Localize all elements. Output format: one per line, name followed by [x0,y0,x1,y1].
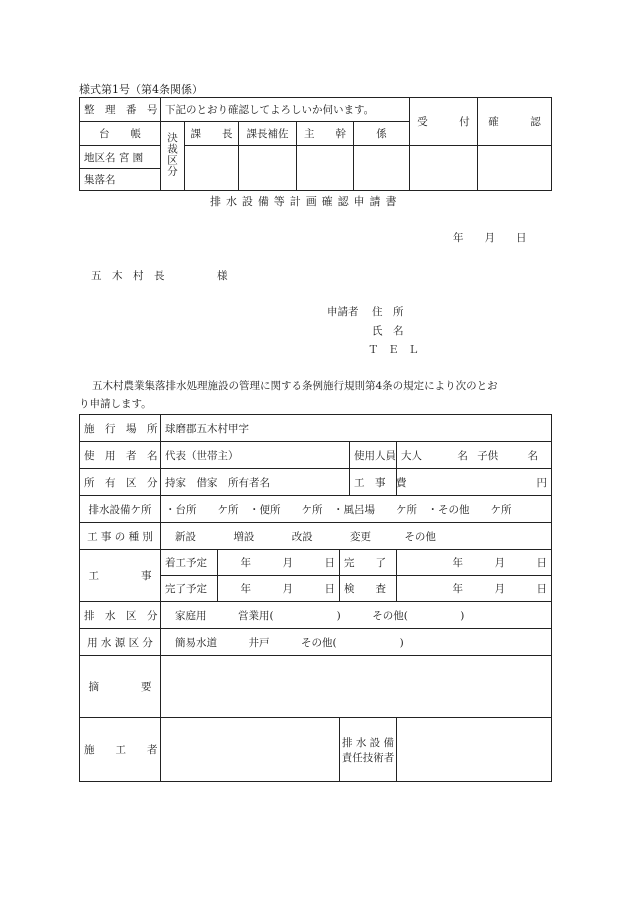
kakari-label: 係 [354,122,410,146]
addressee: 五 木 村 長 様 [91,270,228,282]
shukan-label: 主 幹 [297,122,354,146]
tech-label-line2: 責任技術者 [341,751,395,764]
owner-value[interactable]: 持家 借家 所有者名 [161,469,350,496]
type-value[interactable] [161,523,552,550]
kanryo-date[interactable]: 年 月 日 [397,550,552,576]
summary-label: 摘 要 [80,656,161,718]
kensa-date[interactable]: 年 月 日 [397,576,552,602]
water-label: 用 水 源 区 分 [80,629,161,656]
uketsuke-stamp[interactable] [410,146,478,191]
kessai-cell [161,122,185,191]
place-value[interactable]: 球磨郡五木村甲字 [161,415,552,442]
uketsuke-label: 受 付 [410,98,478,146]
chiku-label: 地区名 宮 園 [80,146,161,169]
type-mod[interactable]: 改設 [291,530,313,543]
end-label: 完了予定 [161,576,218,602]
date-line[interactable]: 年 月 日 [453,232,527,244]
drain-value[interactable]: 家庭用 営業用( ) その他( ) [161,602,552,629]
user-label: 使 用 者 名 [80,442,161,469]
water-value[interactable]: 簡易水道 井戸 その他( ) [161,629,552,656]
owner-label: 所 有 区 分 [80,469,161,496]
shuraku-label: 集落名 [80,169,161,191]
document-title: 排水設備等計画確認申請書 [210,195,402,208]
ka-stamp[interactable] [185,146,239,191]
applicant-name-label: 氏 名 [372,325,404,337]
type-label: 工 事 の 種 別 [80,523,161,550]
users-count-value[interactable] [397,442,552,469]
tech-label-line1: 排 水 設 備 [341,736,394,749]
equip-label: 排水設備ケ所 [80,496,161,523]
mei-label-2: 名 [527,449,539,462]
koji-label: 工 事 [80,550,161,602]
type-new[interactable]: 新設 [175,530,196,543]
start-label: 着工予定 [161,550,218,576]
user-value[interactable]: 代表（世帯主） [161,442,350,469]
type-other[interactable]: その他 [404,530,436,543]
approval-table [79,97,552,191]
users-count-label: 使用人員 [350,442,397,469]
summary-value[interactable] [161,656,552,718]
ka-label: 課 長 [185,122,239,146]
mei-label-1: 名 [457,449,468,462]
hosa-stamp[interactable] [239,146,297,191]
shukan-stamp[interactable] [297,146,354,191]
place-label: 施 行 場 所 [80,415,161,442]
kakari-stamp[interactable] [354,146,410,191]
daicho-label: 台 帳 [80,122,161,146]
kessai-label: 決裁区分 [166,132,178,177]
body-text-line2: り申請します。 [79,398,152,410]
type-add[interactable]: 増設 [233,530,255,543]
end-date[interactable]: 年 月 日 [218,576,340,602]
child-label: 子供 [477,449,499,462]
kakunin-label: 確 認 [478,98,552,146]
cost-value[interactable]: 円 [397,469,552,496]
drain-label: 排 水 区 分 [80,602,161,629]
form-id: 様式第1号（第4条関係） [79,83,203,96]
kensa-label: 検 査 [340,576,397,602]
applicant-tel-label: Ｔ Ｅ Ｌ [368,344,422,356]
kanryo-label: 完 了 [340,550,397,576]
cost-label: 工 事 費 [350,469,397,496]
builder-value[interactable] [161,718,340,782]
hosa-label: 課長補佐 [239,122,297,146]
application-table [79,414,552,782]
equip-value[interactable]: ・台所 ケ所 ・便所 ケ所 ・風呂場 ケ所 ・その他 ケ所 [161,496,552,523]
body-text-line1: 五木村農業集落排水処理施設の管理に関する条例施行規則第4条の規定により次のとお [92,380,498,392]
tech-value[interactable] [397,718,552,782]
kakunin-stamp[interactable] [478,146,552,191]
applicant-address-label: 住 所 [372,306,404,318]
seiri-label: 整 理 番 号 [80,98,161,122]
tech-label-cell [340,718,397,782]
adult-label: 大人 [401,449,422,462]
start-date[interactable]: 年 月 日 [218,550,340,576]
approval-notice: 下記のとおり確認してよろしいか伺います。 [161,98,410,122]
applicant-label: 申請者 [327,306,359,318]
type-change[interactable]: 変更 [350,530,372,543]
builder-label: 施 工 者 [80,718,161,782]
